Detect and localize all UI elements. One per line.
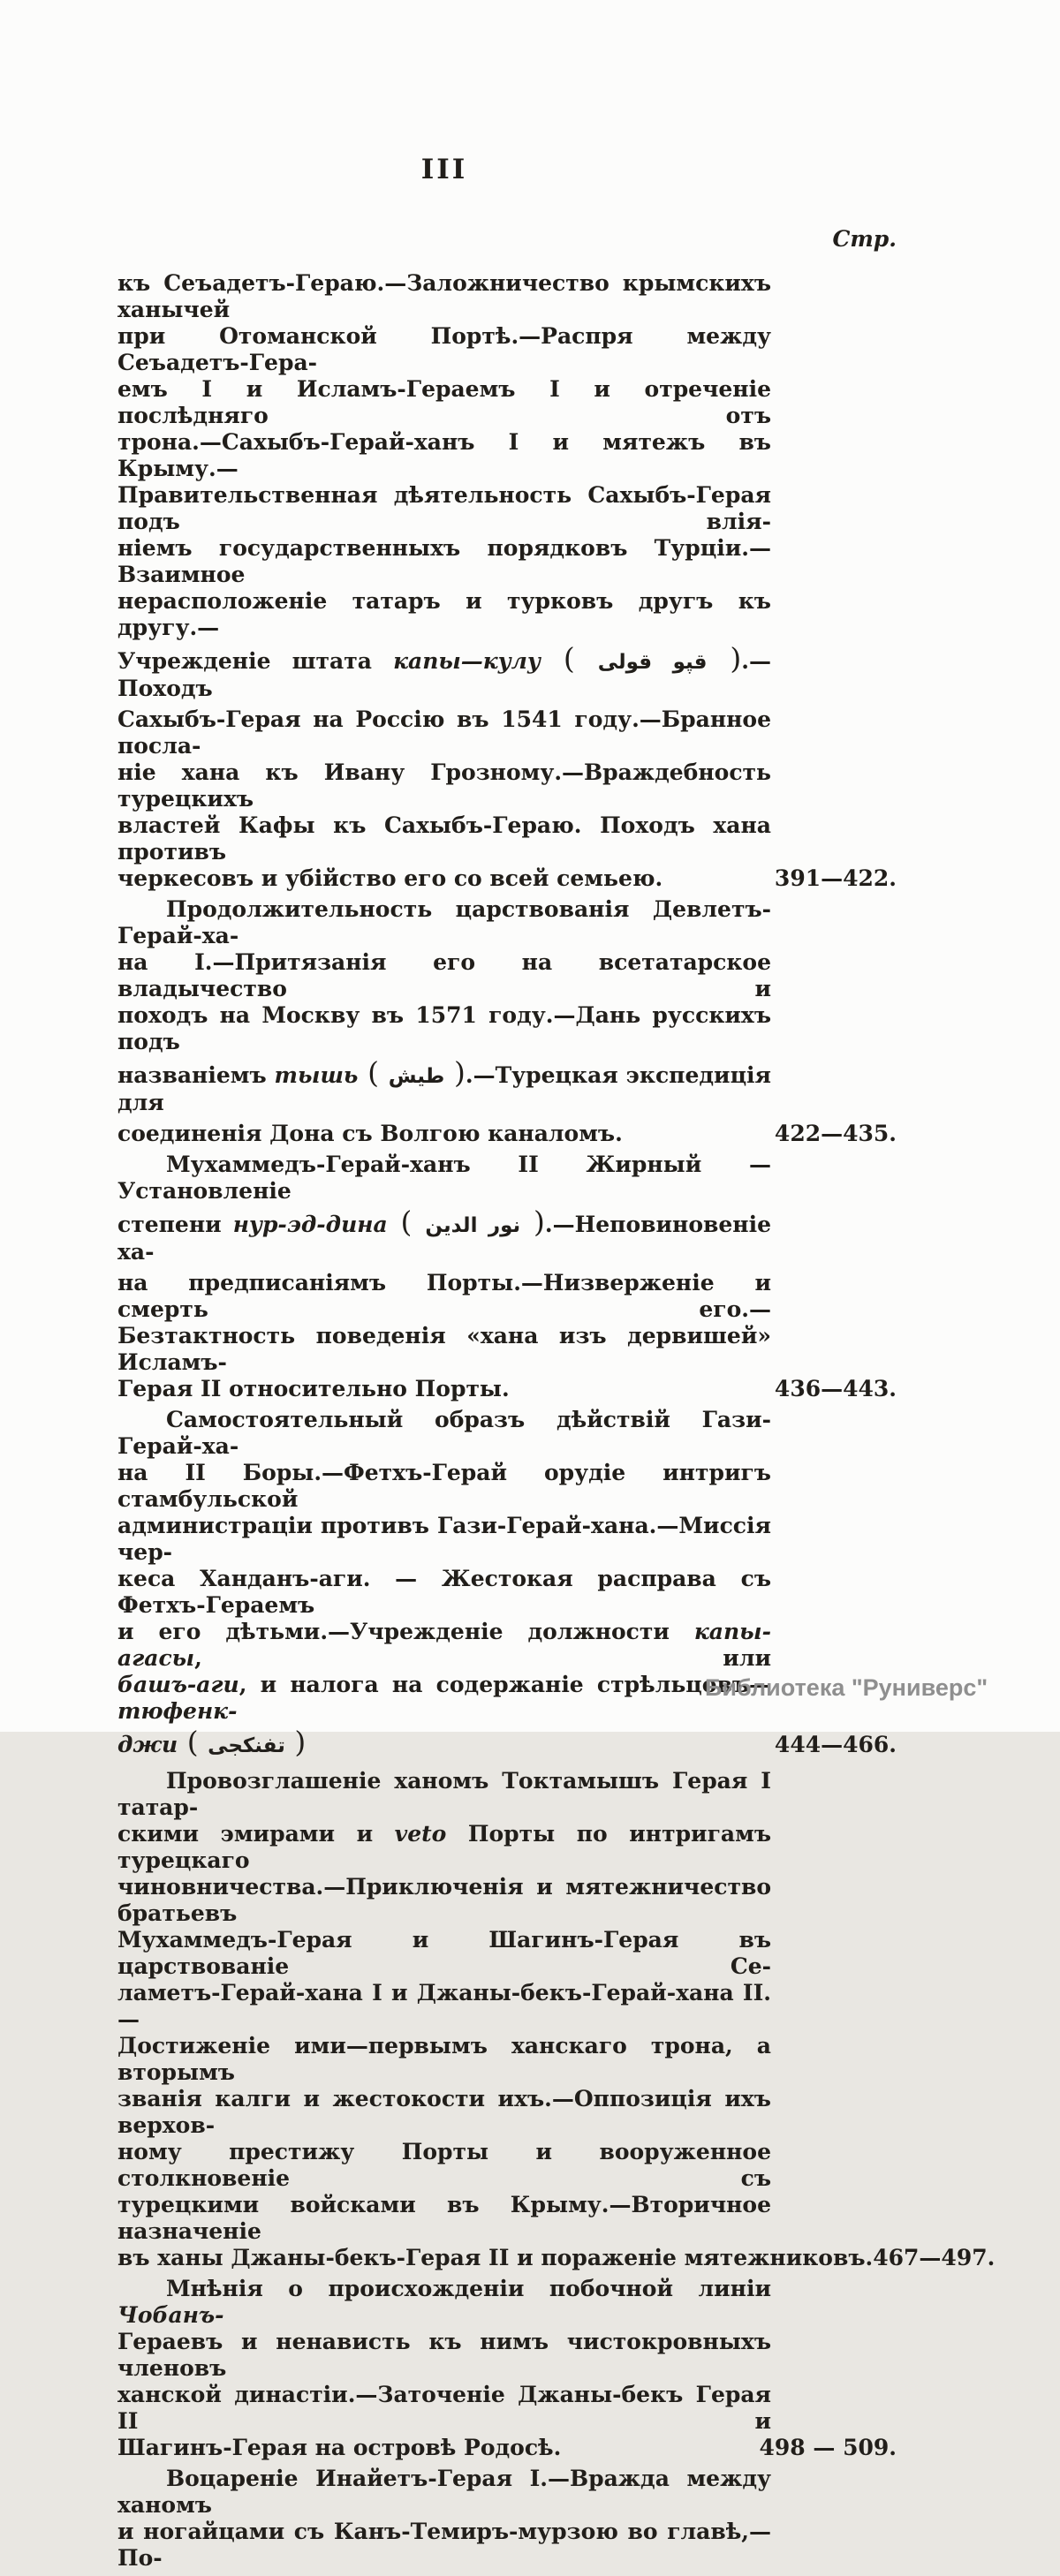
toc-line [117, 2329, 771, 2382]
parenthesis: ) [284, 1725, 307, 1759]
toc-line [117, 896, 771, 949]
text-run: къ Сеъадетъ-Гераю.—Заложничество крымскихъ ханычей [117, 270, 771, 322]
text-run: званія калги и жестокости ихъ.—Оппозиція ихъ верхов- [117, 2086, 771, 2138]
toc-line [117, 270, 771, 323]
toc-line-text [117, 1121, 623, 1147]
toc-line [117, 1002, 771, 1055]
toc-entry [117, 2276, 897, 2461]
toc-line [117, 1270, 771, 1323]
text-run: и его дѣтьми.—Учрежденіе должности [117, 1619, 694, 1644]
toc-entry [117, 2466, 897, 2572]
toc-entry [117, 1768, 996, 2271]
parenthesis: ) [520, 1205, 545, 1239]
text-run: черкесовъ и убійство его со всей семьею. [117, 865, 663, 891]
text-run: Мнѣнія о происхожденіи побочной линіи [166, 2276, 771, 2301]
text-run: Безтактность поведенія «хана изъ дервишей» Исламъ- [117, 1323, 771, 1375]
text-run: скими эмирами и [117, 1821, 395, 1847]
toc-line [117, 429, 771, 482]
text-run: .—Турецкая экспедиція для [117, 1062, 772, 1115]
text-run: Герая II относительно Порты. [117, 1376, 510, 1401]
toc-line [117, 1407, 771, 1460]
text-run: турецкими войсками въ Крыму.—Вторичное назначеніе [117, 2192, 771, 2244]
page-range: 436—443. [774, 1376, 897, 1401]
transliterated-term: джи [117, 1732, 178, 1757]
transliterated-term: veto [394, 1821, 447, 1847]
arabic-term: قپو قولی [597, 651, 708, 674]
toc-entry [117, 1407, 897, 1764]
toc-line [117, 1566, 771, 1619]
text-run: ніе хана къ Ивану Грозному.—Враждебность турецкихъ [117, 759, 771, 812]
toc-line [117, 759, 771, 812]
toc-line-text [117, 2245, 873, 2271]
text-run: ному престижу Порты и вооруженное столкновеніе съ [117, 2139, 771, 2191]
text-run: Достиженіе ими—первымъ ханскаго трона, а вторымъ [117, 2033, 771, 2085]
text-run: названіемъ [117, 1062, 275, 1088]
text-run: властей Кафы къ Сахыбъ-Гераю. Походъ хана противъ [117, 812, 771, 865]
transliterated-term: тюфенк- [117, 1698, 238, 1724]
page-number: III [420, 154, 468, 185]
text-run: Самостоятельный образъ дѣйствій Гази-Герай-ха- [117, 1407, 771, 1459]
text-run: Провозглашеніе ханомъ Токтамышъ Герая I татар- [117, 1768, 771, 1820]
toc-line [117, 2245, 996, 2271]
toc-line [117, 949, 771, 1002]
page-range: 467—497. [873, 2245, 996, 2270]
toc-line-text [117, 2435, 561, 2461]
toc-line [117, 2192, 771, 2245]
text-run: Воцареніе Инайетъ-Герая I.—Вражда между ханомъ [117, 2466, 771, 2518]
text-run: Шагинъ-Герая на островѣ Родосѣ. [117, 2435, 562, 2460]
text-run: при Отоманской Портѣ.—Распря между Сеъадетъ-Гера- [117, 323, 771, 375]
toc-entry [117, 1152, 897, 1402]
text-run: и ногайцами съ Канъ-Темиръ-мурзою во главѣ,—По- [117, 2519, 771, 2571]
toc-line-text [117, 1725, 307, 1759]
arabic-term: تفنكجى [208, 1734, 285, 1757]
toc-line [117, 323, 771, 376]
toc-line [117, 1980, 771, 2033]
page-range: 422—435. [774, 1121, 897, 1146]
toc-line [117, 2276, 771, 2329]
toc-line-text [117, 865, 662, 892]
toc-line [117, 1821, 771, 1874]
page-range: 391—422. [774, 865, 897, 891]
parenthesis: ( [540, 641, 598, 676]
toc-line [117, 1874, 771, 1927]
toc-entry [117, 896, 897, 1147]
text-run: соединенія Дона съ Волгою каналомъ. [117, 1121, 623, 1146]
toc-line [117, 2033, 771, 2086]
toc-line [117, 2086, 771, 2139]
transliterated-term: нур-эд-дина [232, 1212, 388, 1237]
text-run: въ ханы Джаны-бекъ-Герая II и пораженіе мятежниковъ. [117, 2245, 874, 2270]
toc-line [117, 1205, 771, 1270]
toc-line [117, 1672, 771, 1725]
text-run: на предписаніямъ Порты.—Низверженіе и смерть его.— [117, 1270, 771, 1322]
toc-line [117, 588, 771, 641]
toc-line [117, 706, 771, 759]
transliterated-term: Чобанъ- [117, 2302, 224, 2328]
text-run: , и налога на содержаніе стрѣльцовъ— [238, 1672, 771, 1697]
text-run: на II Боры.—Фетхъ-Герай орудіе интригъ стамбульской [117, 1460, 771, 1512]
library-watermark: Библиотека "Руниверс" [705, 1674, 988, 1701]
transliterated-term: башъ-аги [117, 1672, 239, 1697]
page-range: 498 — 509. [759, 2435, 897, 2460]
toc-line [117, 1725, 897, 1764]
toc-line [117, 1323, 771, 1376]
text-run: .—Походъ [117, 648, 771, 701]
text-run: , или [194, 1645, 771, 1671]
transliterated-term: капы—кулу [393, 648, 541, 674]
text-run: емъ I и Исламъ-Гераемъ I и отреченіе послѣдняго отъ [117, 376, 771, 428]
text-run: чиновничества.—Приключенія и мятежничество братьевъ [117, 1874, 771, 1926]
parenthesis: ) [444, 1055, 466, 1090]
toc-line [117, 2519, 771, 2572]
arabic-term: طیش [388, 1065, 445, 1088]
text-run: походъ на Москву въ 1571 году.—Дань русскихъ подъ [117, 1002, 771, 1054]
text-run: Сахыбъ-Герая на Россію въ 1541 году.—Бранное посла- [117, 706, 771, 759]
toc-line [117, 376, 771, 429]
toc-line [117, 1055, 771, 1121]
toc-line-text [117, 1376, 510, 1402]
pages-column-header: Стр. [832, 226, 897, 252]
transliterated-term: капы-агасы [117, 1619, 771, 1671]
text-run: Учрежденіе штата [117, 648, 394, 674]
text-run: Мухаммедъ-Герай-ханъ II Жирный — Установленіе [117, 1152, 771, 1204]
text-run: ніемъ государственныхъ порядковъ Турціи.—Взаимное [117, 535, 771, 587]
toc-line [117, 641, 771, 706]
toc-line [117, 1376, 897, 1402]
arabic-term: نور الدين [425, 1214, 521, 1237]
parenthesis: ( [387, 1205, 426, 1239]
toc-line [117, 535, 771, 588]
toc-line [117, 1513, 771, 1566]
toc-line [117, 2466, 771, 2519]
parenthesis: ( [178, 1725, 208, 1759]
text-run: ханской династіи.—Заточеніе Джаны-бекъ Герая II и [117, 2382, 771, 2434]
text-run: нерасположеніе татаръ и турковъ другъ къ другу.— [117, 588, 771, 640]
text-run: Продолжительность царствованія Девлетъ-Герай-ха- [117, 896, 771, 948]
text-run: Порты по интригамъ турецкаго [117, 1821, 772, 1873]
toc-line [117, 1768, 771, 1821]
transliterated-term: тышь [274, 1062, 359, 1088]
toc-line [117, 1619, 771, 1672]
toc-line [117, 865, 897, 892]
parenthesis: ( [358, 1055, 389, 1090]
toc-line [117, 1121, 897, 1147]
table-of-contents [117, 270, 996, 2576]
toc-line [117, 2139, 771, 2192]
parenthesis: ) [707, 641, 742, 676]
toc-line [117, 812, 771, 865]
text-run: администраціи противъ Гази-Герай-хана.—Миссія чер- [117, 1513, 771, 1565]
toc-line [117, 482, 771, 535]
text-run: .—Неповиновеніе ха- [117, 1212, 771, 1265]
text-run: ламетъ-Герай-хана I и Джаны-бекъ-Герай-хана II.— [117, 1980, 771, 2032]
toc-line [117, 1152, 771, 1205]
text-run: на I.—Притязанія его на всетатарское владычество и [117, 949, 771, 1001]
toc-line [117, 2435, 897, 2461]
text-run: Мухаммедъ-Герая и Шагинъ-Герая въ царствованіе Се- [117, 1927, 771, 1979]
text-run: трона.—Сахыбъ-Герай-ханъ I и мятежъ въ Крыму.— [117, 429, 771, 481]
page-range: 444—466. [774, 1732, 897, 1757]
text-run: степени [117, 1212, 233, 1237]
toc-entry [117, 270, 897, 892]
toc-line [117, 1927, 771, 1980]
toc-line [117, 1460, 771, 1513]
text-run: кеса Ханданъ-аги. — Жестокая расправа съ Фетхъ-Гераемъ [117, 1566, 771, 1618]
text-run: Гераевъ и ненависть къ нимъ чистокровныхъ членовъ [117, 2329, 771, 2381]
toc-line [117, 2382, 771, 2435]
text-run: Правительственная дѣятельность Сахыбъ-Герая подъ влія- [117, 482, 771, 534]
